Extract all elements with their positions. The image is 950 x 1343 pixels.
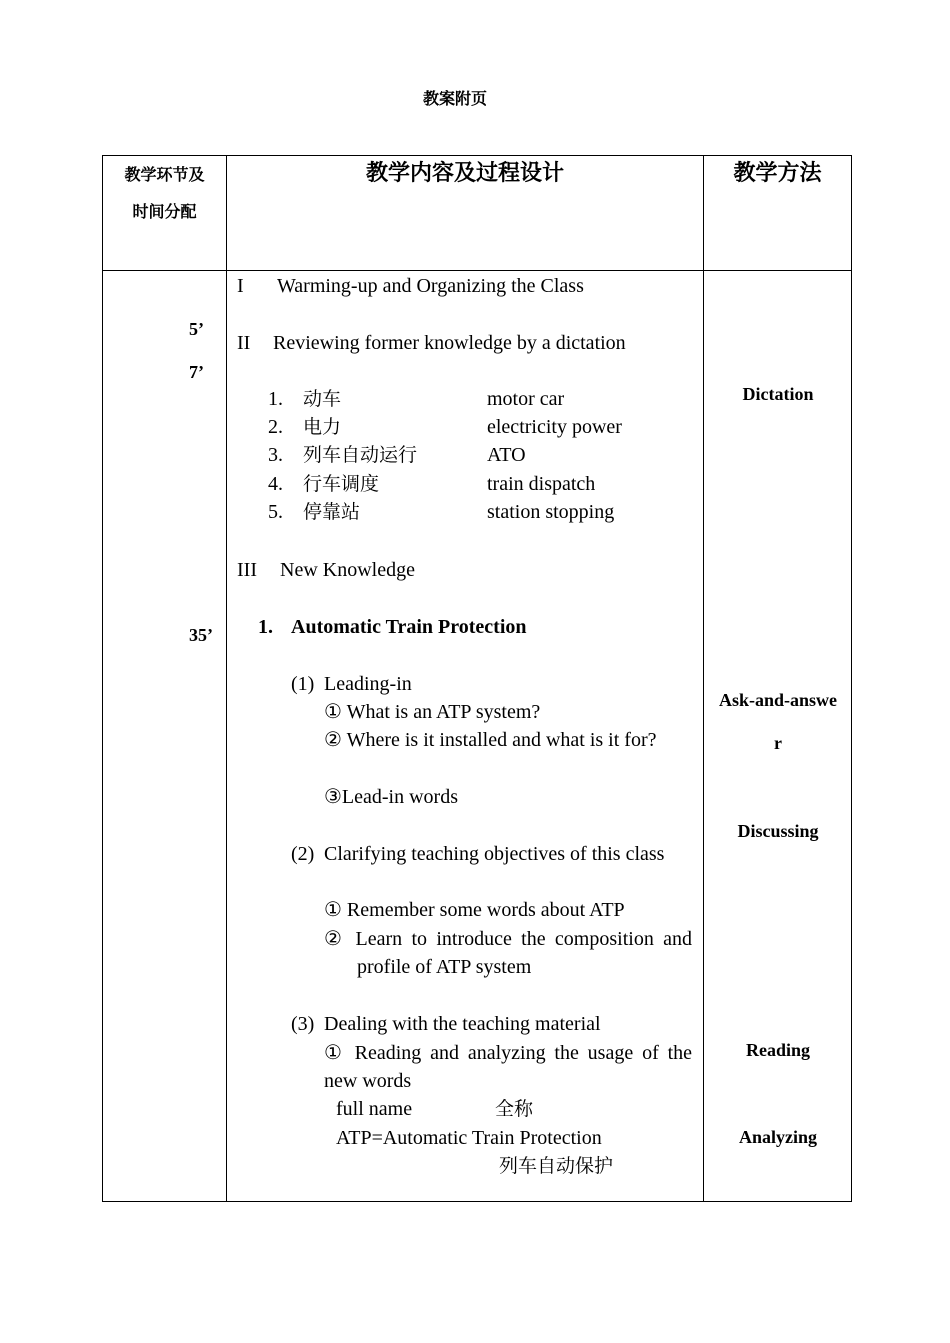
subsection-title: Leading-in	[324, 673, 412, 695]
subsection-number: (2)	[291, 843, 315, 865]
dictation-english: station stopping	[487, 501, 615, 523]
section-title: Warming-up and Organizing the Class	[277, 275, 584, 297]
method-ask-and-answer-cont: r	[774, 733, 782, 753]
topic-title: Automatic Train Protection	[291, 616, 527, 638]
dictation-chinese: 动车	[303, 388, 342, 410]
subsection-number: (3)	[291, 1013, 315, 1035]
method-analyzing: Analyzing	[738, 1127, 817, 1147]
list-item-number: 4.	[268, 473, 283, 495]
time-cell	[103, 271, 227, 1202]
time-label: 5’	[189, 319, 204, 339]
header-stage-time-line2: 时间分配	[132, 202, 197, 221]
list-item: ② Where is it installed and what is it for?	[324, 729, 657, 751]
dictation-english: electricity power	[487, 416, 622, 438]
vocab-chinese: 列车自动保护	[499, 1155, 614, 1177]
header-teaching-method: 教学方法	[704, 156, 852, 271]
section-title: New Knowledge	[280, 559, 415, 581]
subsection-title: Dealing with the teaching material	[324, 1013, 601, 1035]
list-item-text: ② Learn to introduce the composition and profile of ATP system	[324, 928, 692, 978]
section-number: II	[237, 332, 251, 354]
time-label: 7’	[189, 362, 204, 382]
vocab-chinese: 全称	[495, 1098, 534, 1120]
method-ask-and-answer: Ask-and-answe	[718, 690, 838, 710]
dictation-chinese: 电力	[303, 416, 342, 438]
dictation-english: motor car	[487, 388, 565, 410]
subsection-title: Clarifying teaching objectives of this class	[324, 843, 665, 865]
time-label: 35’	[189, 625, 213, 645]
section-number: I	[237, 275, 244, 297]
method-dictation: Dictation	[742, 384, 814, 404]
list-item-number: 1.	[268, 388, 283, 410]
list-item-number: 5.	[268, 501, 283, 523]
method-cell	[704, 271, 852, 1202]
dictation-english: train dispatch	[487, 473, 596, 495]
topic-number: 1.	[258, 616, 273, 638]
method-discussing: Discussing	[737, 821, 819, 841]
table-body-row	[103, 271, 852, 1202]
vocab-definition: ATP=Automatic Train Protection	[336, 1127, 602, 1149]
list-item-number: 3.	[268, 444, 283, 466]
page-title: 教案附页	[422, 89, 487, 108]
section-title: Reviewing former knowledge by a dictation	[273, 332, 626, 354]
list-item-number: 2.	[268, 416, 283, 438]
list-item: ① Remember some words about ATP	[324, 899, 625, 921]
dictation-english: ATO	[487, 444, 526, 466]
dictation-chinese: 停靠站	[303, 501, 361, 523]
table-header-row	[103, 156, 852, 271]
lesson-plan-table	[102, 155, 852, 1202]
dictation-chinese: 行车调度	[303, 473, 380, 495]
list-item: ① What is an ATP system?	[324, 701, 541, 723]
header-content-design: 教学内容及过程设计	[227, 156, 704, 271]
subsection-number: (1)	[291, 673, 315, 695]
vocab-english: full name	[336, 1098, 413, 1120]
header-stage-time-line1: 教学环节及	[124, 165, 205, 184]
header-stage-time	[103, 156, 227, 271]
section-number: III	[237, 559, 257, 581]
list-item	[324, 925, 692, 981]
method-reading: Reading	[745, 1040, 810, 1060]
content-cell	[227, 271, 704, 1202]
dictation-chinese: 列车自动运行	[303, 444, 418, 466]
list-item: ③Lead-in words	[324, 786, 459, 808]
list-item: ① Reading and analyzing the usage of the new words	[324, 1042, 692, 1092]
